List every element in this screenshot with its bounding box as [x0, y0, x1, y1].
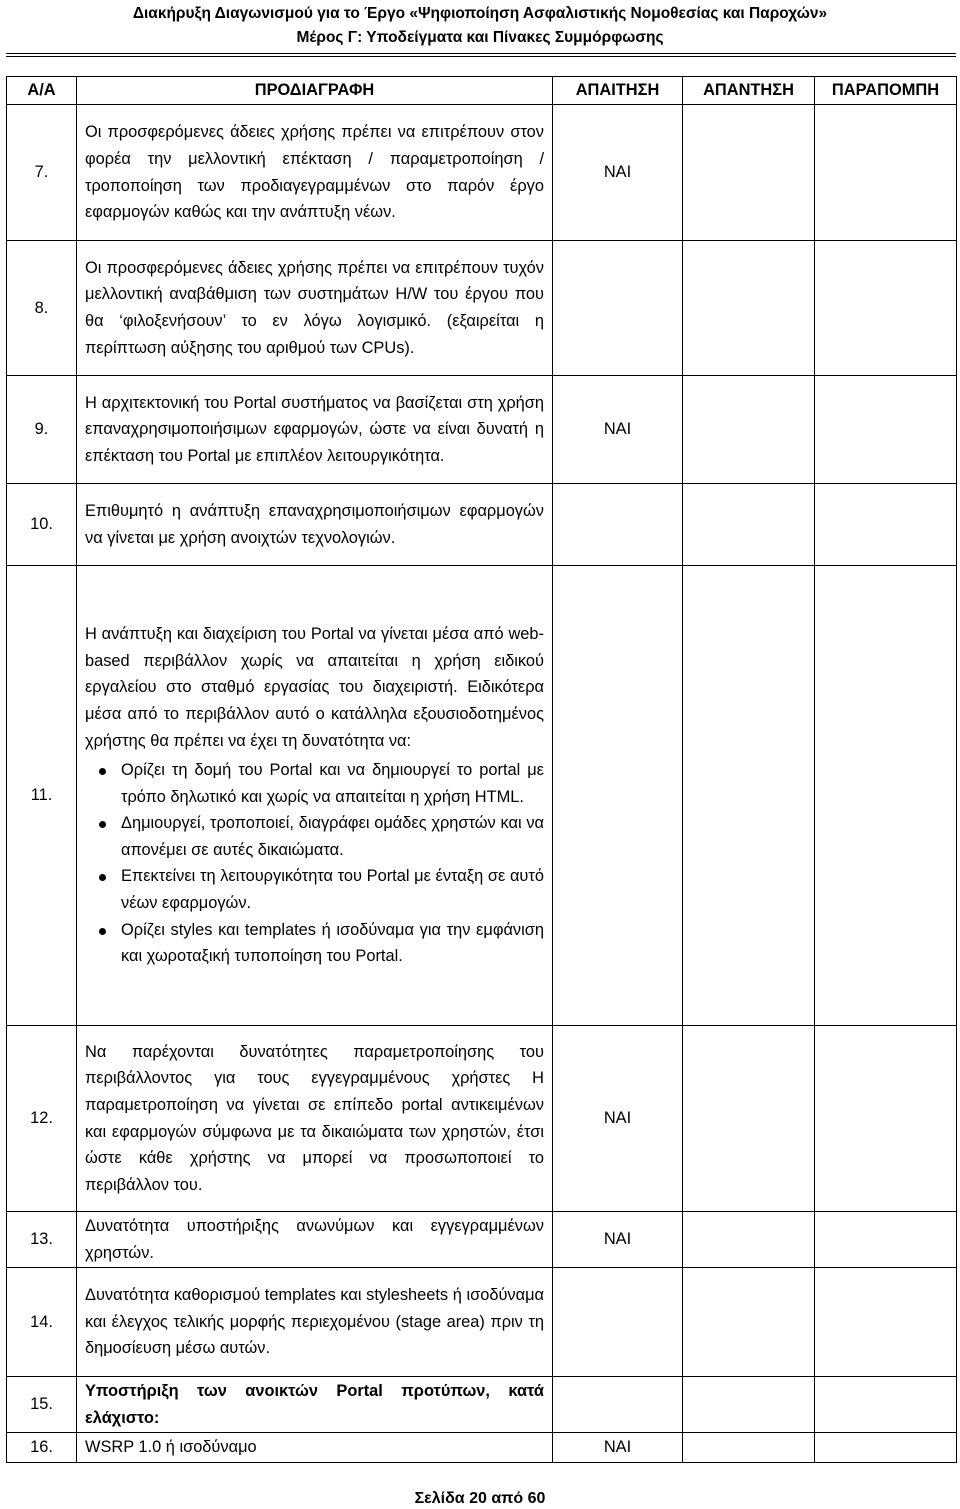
row-number: 8.	[7, 241, 77, 376]
compliance-table	[6, 76, 957, 1463]
row-answer[interactable]	[683, 1377, 815, 1433]
list-item	[85, 757, 544, 810]
row-reference[interactable]	[815, 1268, 957, 1377]
header-title: Διακήρυξη Διαγωνισμού για το Έργο «Ψηφιοποίηση Ασφαλιστικής Νομοθεσίας και Παροχών»	[132, 5, 828, 22]
row-requirement: ΝΑΙ	[553, 1026, 683, 1212]
row-number: 11.	[7, 566, 77, 1026]
row-number: 15.	[7, 1377, 77, 1433]
row-answer[interactable]	[683, 484, 815, 566]
row-spec: Η αρχιτεκτονική του Portal συστήματος να βασίζεται στη χρήση επαναχρησιμοποιήσιμων εφαρμογών, ώστε να είναι δυνατή η επέκταση του Portal με επιπλέον λειτουργικότητα.	[77, 376, 553, 484]
row-reference[interactable]	[815, 484, 957, 566]
row-number: 10.	[7, 484, 77, 566]
row-answer[interactable]	[683, 1026, 815, 1212]
header-rule-2	[6, 56, 956, 57]
row-answer[interactable]	[683, 1268, 815, 1377]
row-answer[interactable]	[683, 1433, 815, 1463]
row-answer[interactable]	[683, 566, 815, 1026]
row-number: 13.	[7, 1212, 77, 1268]
table-row	[7, 1212, 957, 1268]
table-row	[7, 241, 957, 376]
row-number: 7.	[7, 105, 77, 241]
list-item-text: Δημιουργεί, τροποποιεί, διαγράφει ομάδες χρηστών και να απονέμει σε αυτές δικαιώματα.	[121, 814, 544, 859]
row-requirement: ΝΑΙ	[553, 1433, 683, 1463]
col-header-num: Α/Α	[7, 77, 77, 105]
list-item	[85, 917, 544, 970]
table-row	[7, 1433, 957, 1463]
table-row	[7, 105, 957, 241]
bullet-icon	[99, 874, 106, 881]
row-answer[interactable]	[683, 105, 815, 241]
bullet-icon	[99, 928, 106, 935]
row-reference[interactable]	[815, 566, 957, 1026]
row-reference[interactable]	[815, 1212, 957, 1268]
row-requirement: ΝΑΙ	[553, 1212, 683, 1268]
list-item-text: Ορίζει τη δομή του Portal και να δημιουργεί το portal με τρόπο δηλωτικό και χωρίς να απαιτείται η χρήση HTML.	[121, 761, 544, 806]
page-number: Σελίδα 20 από 60	[414, 1490, 546, 1507]
row-reference[interactable]	[815, 376, 957, 484]
bullet-icon	[99, 768, 106, 775]
col-header-requirement: ΑΠΑΙΤΗΣΗ	[553, 77, 683, 105]
row-spec: Υποστήριξη των ανοικτών Portal προτύπων, κατά ελάχιστο:	[77, 1377, 553, 1433]
col-header-answer: ΑΠΑΝΤΗΣΗ	[683, 77, 815, 105]
row-requirement	[553, 1268, 683, 1377]
row-requirement	[553, 241, 683, 376]
row-requirement: ΝΑΙ	[553, 376, 683, 484]
row-spec: WSRP 1.0 ή ισοδύναμο	[77, 1433, 553, 1463]
table-row	[7, 1026, 957, 1212]
row-number: 14.	[7, 1268, 77, 1377]
table-row	[7, 1377, 957, 1433]
row-reference[interactable]	[815, 1026, 957, 1212]
row-number: 9.	[7, 376, 77, 484]
row-requirement	[553, 484, 683, 566]
row-spec: Δυνατότητα υποστήριξης ανωνύμων και εγγεγραμμένων χρηστών.	[77, 1212, 553, 1268]
table-row	[7, 484, 957, 566]
spec-bullet-list	[85, 757, 544, 970]
row-number: 12.	[7, 1026, 77, 1212]
col-header-spec: ΠΡΟΔΙΑΓΡΑΦΗ	[77, 77, 553, 105]
row-spec	[77, 566, 553, 1026]
list-item	[85, 810, 544, 863]
row-reference[interactable]	[815, 241, 957, 376]
row-answer[interactable]	[683, 241, 815, 376]
col-header-reference: ΠΑΡΑΠΟΜΠΗ	[815, 77, 957, 105]
list-item	[85, 863, 544, 916]
row-requirement: ΝΑΙ	[553, 105, 683, 241]
row-answer[interactable]	[683, 1212, 815, 1268]
row-spec: Οι προσφερόμενες άδειες χρήσης πρέπει να επιτρέπουν τυχόν μελλοντική αναβάθμιση των συστημάτων H/W του έργου που θα ‘φιλοξενήσουν’ το εν λόγω λογισμικό. (εξαιρείται η περίπτωση αύξησης του αριθμού των CPUs).	[77, 241, 553, 376]
document-header	[0, 2, 960, 50]
row-reference[interactable]	[815, 1433, 957, 1463]
row-requirement	[553, 1377, 683, 1433]
row-answer[interactable]	[683, 376, 815, 484]
table-row	[7, 376, 957, 484]
table-header-row	[7, 77, 957, 105]
bullet-icon	[99, 821, 106, 828]
row-number: 16.	[7, 1433, 77, 1463]
row-spec: Επιθυμητό η ανάπτυξη επαναχρησιμοποιήσιμων εφαρμογών να γίνεται με χρήση ανοιχτών τεχνολογιών.	[77, 484, 553, 566]
table-row	[7, 566, 957, 1026]
list-item-text: Επεκτείνει τη λειτουργικότητα του Portal με ένταξη σε αυτό νέων εφαρμογών.	[121, 867, 544, 913]
table-row	[7, 1268, 957, 1377]
header-subtitle: Μέρος Γ: Υποδείγματα και Πίνακες Συμμόρφωσης	[296, 29, 664, 46]
row-reference[interactable]	[815, 105, 957, 241]
row-reference[interactable]	[815, 1377, 957, 1433]
list-item-text: Ορίζει styles και templates ή ισοδύναμα για την εμφάνιση και χωροταξική τυποποίηση του Portal.	[121, 920, 544, 966]
row-spec: Δυνατότητα καθορισμού templates και stylesheets ή ισοδύναμα και έλεγχος τελικής μορφής περιεχομένου (stage area) πριν τη δημοσίευση μέσω αυτών.	[77, 1268, 553, 1377]
row-requirement	[553, 566, 683, 1026]
header-rule	[6, 53, 956, 54]
row-spec-intro: Η ανάπτυξη και διαχείριση του Portal να γίνεται μέσα από web-based περιβάλλον χωρίς να απαιτείται η χρήση ειδικού εργαλείου στο σταθμό εργασίας του διαχειριστή. Ειδικότερα μέσα από το περιβάλλον αυτό ο κατάλληλα εξουσιοδοτημένος χρήστης θα πρέπει να έχει τη δυνατότητα να:	[85, 625, 544, 750]
row-spec: Οι προσφερόμενες άδειες χρήσης πρέπει να επιτρέπουν στον φορέα την μελλοντική επέκταση / παραμετροποίηση / τροποποίηση των προδιαγεγραμμένων στο παρόν έργο εφαρμογών καθώς και την ανάπτυξη νέων.	[77, 105, 553, 241]
row-spec: Να παρέχονται δυνατότητες παραμετροποίησης του περιβάλλοντος για τους εγγεγραμμένους χρήστες Η παραμετροποίηση να γίνεται σε επίπεδο portal αντικειμένων και εφαρμογών σύμφωνα με τα δικαιώματα των χρηστών, έτσι ώστε κάθε χρήστης να μπορεί να προσωποποιεί το περιβάλλον του.	[77, 1026, 553, 1212]
